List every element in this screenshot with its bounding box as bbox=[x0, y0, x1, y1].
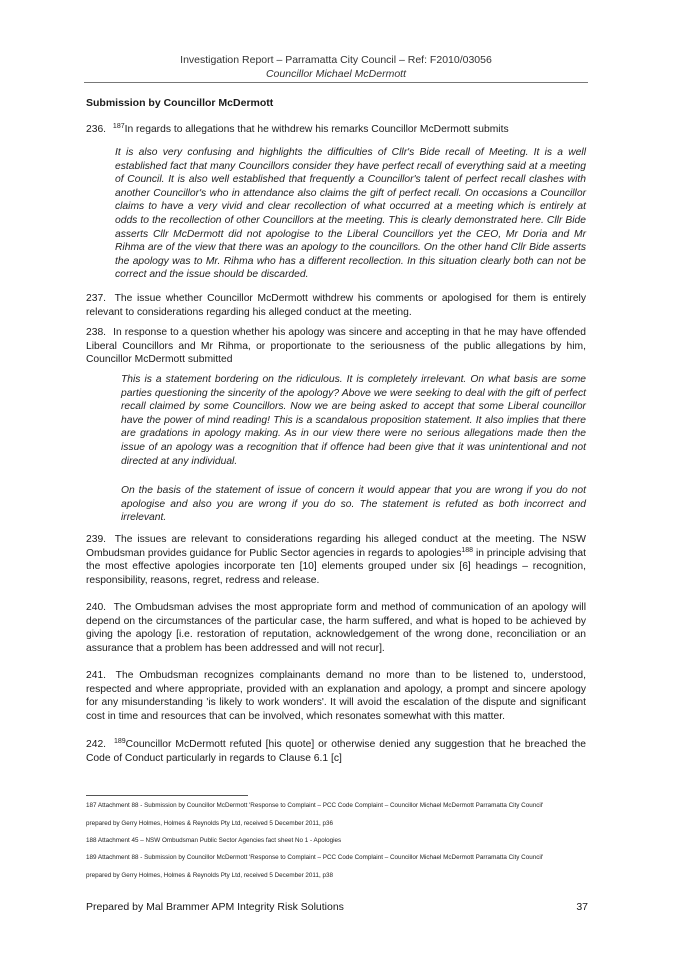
paragraph-number: 240. bbox=[86, 602, 107, 613]
paragraph-number: 237. bbox=[86, 293, 107, 304]
paragraph-text: Councillor McDermott refuted [his quote] or otherwise denied any suggestion that he breached the Code of Conduct particularly in regards to Clause 6.1 [c] bbox=[86, 739, 586, 764]
paragraph-text: In regards to allegations that he withdrew his remarks Councillor McDermott submits bbox=[124, 124, 509, 135]
report-title: Investigation Report – Parramatta City Council – Ref: F2010/03056 bbox=[180, 54, 492, 66]
paragraph-239 bbox=[86, 533, 586, 587]
paragraph-number: 241. bbox=[86, 670, 107, 681]
paragraph-text: In response to a question whether his apology was sincere and accepting in that he may have offended Liberal Councillors and Mr Rihma, or proportionate to the seriousness of the public allegations by him, Councillor McDermott submitted bbox=[86, 327, 586, 366]
paragraph-240 bbox=[86, 601, 586, 655]
paragraph-241 bbox=[86, 669, 586, 723]
paragraph-text: The issues are relevant to considerations regarding his alleged conduct at the meeting. The NSW Ombudsman provides guidance for Public Sector agencies in regards to apologies bbox=[86, 534, 586, 559]
paragraph-text: The issue whether Councillor McDermott withdrew his comments or apologised for them is entirely relevant to considerations regarding his alleged conduct at the meeting. bbox=[86, 293, 586, 318]
paragraph-242 bbox=[86, 738, 586, 765]
paragraph-number: 242. bbox=[86, 739, 107, 750]
paragraph-number: 238. bbox=[86, 327, 107, 338]
paragraph-237 bbox=[86, 292, 586, 319]
paragraph-text-continued: in principle advising that the most effective apologies incorporate ten [10] elements grouped under six [6] headings – recognition, responsibility, reasons, regret, redress and release. bbox=[86, 547, 587, 586]
footnote-divider bbox=[86, 795, 248, 796]
section-heading: Submission by Councillor McDermott bbox=[86, 97, 274, 109]
paragraph-238 bbox=[86, 326, 586, 367]
page-header bbox=[84, 53, 588, 81]
footnote-ref-187: 187 bbox=[112, 123, 125, 130]
footnote-189-continued: prepared by Gerry Holmes, Holmes & Reynolds Pty Ltd, received 5 December 2011, p38 bbox=[86, 872, 333, 879]
footnote-ref-188: 188 bbox=[461, 546, 474, 554]
quote-236: It is also very confusing and highlights the difficulties of Cllr's Bide recall of Meeting. It is a well established fact that many Councillors consider they have perfect recall of everything said at a meeting of Council. It is also well established that frequently a Councillor's talent of perfect recall clashes with another Councillor's who in attendance also claims the gift of perfect recall. On occasions a Councillor claims to have a very vivid and clear recollection of what occurred at a meeting which is entirely at odds to the recollection of other Councillors at the meeting. This is clearly demonstrated here. Cllr Bide asserts Cllr McDermott did not apologise to the Liberal Councillors yet the CEO, Mr Doria and Mr Rihma are of the view that there was an apology to the councillors. On the other hand Cllr Bide asserts the apology was to Mr. Rihma who has a different recollection. In this situation clearly both can not be correct and the issue should be discarded. bbox=[115, 147, 586, 281]
footnote-187: 187 Attachment 88 - Submission by Councillor McDermott 'Response to Complaint – PCC Code Complaint – Councillor Michael McDermott Parramatta City Council' bbox=[86, 802, 544, 809]
paragraph-number: 236. bbox=[86, 124, 107, 135]
footnote-187-continued: prepared by Gerry Holmes, Holmes & Reynolds Pty Ltd, received 5 December 2011, p36 bbox=[86, 820, 333, 827]
paragraph-236 bbox=[86, 123, 586, 137]
quote-238-a: This is a statement bordering on the ridiculous. It is completely irrelevant. On what basis are some parties questioning the sincerity of the apology? Above we were seeking to deal with the gift of perfect recall claimed by some Councillors. Now we are being asked to accept that some Liberal councillor have the power of mind reading! This is a scandalous proposition statement. It also implies that there are gradations in apology making. As in our view there were no serious allegations made then the issue of an apology was a recognition that if offence had been give that it was unintentional and not directed at any individual. bbox=[121, 374, 586, 467]
paragraph-number: 239. bbox=[86, 534, 107, 545]
page-number: 37 bbox=[576, 901, 588, 913]
footer-prepared-by: Prepared by Mal Brammer APM Integrity Risk Solutions bbox=[86, 901, 344, 913]
paragraph-text: The Ombudsman advises the most appropriate form and method of communication of an apology will depend on the circumstances of the particular case, the harm suffered, and what is hoped to be achieved by giving the apology [i.e. restoration of reputation, acknowledgement of the wrong done, reconciliation or an assurance that a problem has been addressed and will not recur]. bbox=[86, 602, 586, 654]
footnote-189: 189 Attachment 88 - Submission by Councillor McDermott 'Response to Complaint – PCC Code Complaint – Councillor Michael McDermott Parramatta City Council' bbox=[86, 854, 544, 861]
header-divider bbox=[84, 82, 588, 83]
paragraph-text: The Ombudsman recognizes complainants demand no more than to be listened to, understood, respected and where appropriate, provided with an explanation and apology, a prompt and sincere apology for any misunderstanding 'is likely to work wonders'. It will avoid the escalation of the dispute and significant cost in time and resources that can be involved, which resonates somewhat with this matter. bbox=[86, 670, 586, 722]
report-subtitle: Councillor Michael McDermott bbox=[265, 68, 407, 80]
footnote-ref-189: 189 bbox=[113, 738, 126, 745]
quote-238-b: On the basis of the statement of issue of concern it would appear that you are wrong if you do not apologise and also you are wrong if you do so. The statement is refuted as both incorrect and irrelevant. bbox=[121, 485, 586, 524]
footnote-188: 188 Attachment 45 – NSW Ombudsman Public Sector Agencies fact sheet No 1 - Apologies bbox=[86, 837, 342, 844]
